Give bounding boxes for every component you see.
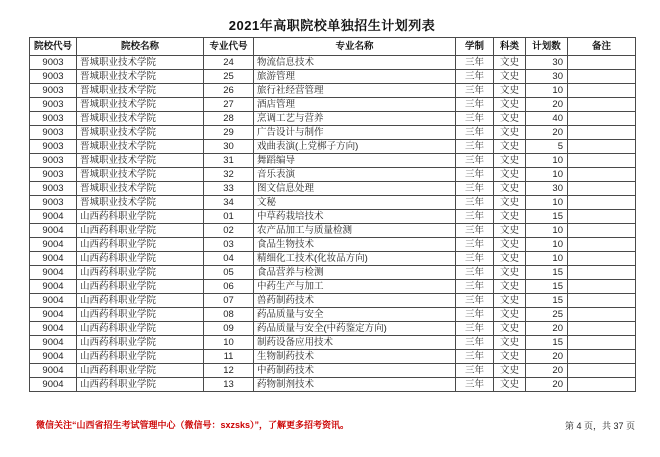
cell-major-name: 音乐表演 — [254, 168, 456, 182]
cell-remarks — [568, 168, 636, 182]
cell-major-code: 11 — [204, 350, 254, 364]
cell-college-name: 山西药科职业学院 — [77, 252, 204, 266]
cell-duration: 三年 — [456, 56, 494, 70]
cell-college-code: 9004 — [30, 364, 77, 378]
cell-major-code: 12 — [204, 364, 254, 378]
cell-college-name: 晋城职业技术学院 — [77, 154, 204, 168]
cell-remarks — [568, 378, 636, 392]
cell-duration: 三年 — [456, 294, 494, 308]
cell-plan-count: 10 — [526, 196, 568, 210]
cell-duration: 三年 — [456, 154, 494, 168]
cell-plan-count: 20 — [526, 322, 568, 336]
cell-subject-type: 文史 — [494, 224, 526, 238]
cell-major-name: 中草药栽培技术 — [254, 210, 456, 224]
column-header-major-code: 专业代号 — [204, 38, 254, 56]
cell-plan-count: 40 — [526, 112, 568, 126]
table-body — [30, 56, 636, 392]
cell-subject-type: 文史 — [494, 70, 526, 84]
enrollment-plan-table — [29, 37, 636, 392]
cell-plan-count: 20 — [526, 98, 568, 112]
column-header-duration: 学制 — [456, 38, 494, 56]
cell-subject-type: 文史 — [494, 140, 526, 154]
cell-major-code: 34 — [204, 196, 254, 210]
table-row — [30, 98, 636, 112]
table-row — [30, 252, 636, 266]
cell-plan-count: 10 — [526, 238, 568, 252]
cell-college-code: 9003 — [30, 112, 77, 126]
table-row — [30, 238, 636, 252]
cell-major-name: 旅行社经营管理 — [254, 84, 456, 98]
cell-college-code: 9004 — [30, 238, 77, 252]
cell-college-name: 山西药科职业学院 — [77, 238, 204, 252]
column-header-remarks: 备注 — [568, 38, 636, 56]
cell-plan-count: 30 — [526, 182, 568, 196]
table-row — [30, 378, 636, 392]
cell-major-code: 27 — [204, 98, 254, 112]
cell-college-code: 9003 — [30, 56, 77, 70]
cell-major-code: 25 — [204, 70, 254, 84]
page-title: 2021年高职院校单独招生计划列表 — [228, 18, 436, 33]
table-row — [30, 210, 636, 224]
cell-major-code: 32 — [204, 168, 254, 182]
cell-plan-count: 15 — [526, 280, 568, 294]
cell-duration: 三年 — [456, 196, 494, 210]
cell-major-name: 兽药制药技术 — [254, 294, 456, 308]
cell-college-name: 山西药科职业学院 — [77, 210, 204, 224]
cell-plan-count: 10 — [526, 84, 568, 98]
cell-duration: 三年 — [456, 308, 494, 322]
cell-major-code: 30 — [204, 140, 254, 154]
cell-remarks — [568, 252, 636, 266]
cell-major-code: 13 — [204, 378, 254, 392]
cell-college-name: 山西药科职业学院 — [77, 378, 204, 392]
cell-college-name: 晋城职业技术学院 — [77, 182, 204, 196]
table-row — [30, 294, 636, 308]
cell-remarks — [568, 196, 636, 210]
table-row — [30, 364, 636, 378]
cell-duration: 三年 — [456, 98, 494, 112]
cell-subject-type: 文史 — [494, 364, 526, 378]
cell-duration: 三年 — [456, 70, 494, 84]
cell-major-code: 26 — [204, 84, 254, 98]
cell-subject-type: 文史 — [494, 308, 526, 322]
cell-college-code: 9004 — [30, 252, 77, 266]
cell-major-name: 烹调工艺与营养 — [254, 112, 456, 126]
cell-major-name: 酒店管理 — [254, 98, 456, 112]
cell-plan-count: 15 — [526, 336, 568, 350]
cell-major-name: 物流信息技术 — [254, 56, 456, 70]
cell-duration: 三年 — [456, 378, 494, 392]
cell-remarks — [568, 182, 636, 196]
cell-college-name: 晋城职业技术学院 — [77, 70, 204, 84]
cell-college-name: 晋城职业技术学院 — [77, 168, 204, 182]
cell-major-name: 中药生产与加工 — [254, 280, 456, 294]
cell-major-code: 01 — [204, 210, 254, 224]
table-row — [30, 168, 636, 182]
table-row — [30, 196, 636, 210]
cell-plan-count: 30 — [526, 70, 568, 84]
cell-major-name: 制药设备应用技术 — [254, 336, 456, 350]
table-row — [30, 56, 636, 70]
wechat-notice: 微信关注“山西省招生考试管理中心（微信号：sxzsks）”，了解更多招考资讯。 — [36, 420, 350, 430]
cell-plan-count: 20 — [526, 364, 568, 378]
cell-major-code: 31 — [204, 154, 254, 168]
cell-major-code: 10 — [204, 336, 254, 350]
table-row — [30, 84, 636, 98]
cell-college-name: 山西药科职业学院 — [77, 308, 204, 322]
cell-remarks — [568, 126, 636, 140]
cell-subject-type: 文史 — [494, 126, 526, 140]
cell-college-name: 山西药科职业学院 — [77, 336, 204, 350]
cell-subject-type: 文史 — [494, 98, 526, 112]
cell-remarks — [568, 140, 636, 154]
cell-subject-type: 文史 — [494, 378, 526, 392]
cell-college-code: 9004 — [30, 350, 77, 364]
cell-remarks — [568, 336, 636, 350]
cell-subject-type: 文史 — [494, 182, 526, 196]
cell-college-code: 9003 — [30, 182, 77, 196]
cell-major-code: 33 — [204, 182, 254, 196]
cell-major-name: 生物制药技术 — [254, 350, 456, 364]
cell-remarks — [568, 70, 636, 84]
cell-college-name: 晋城职业技术学院 — [77, 84, 204, 98]
cell-duration: 三年 — [456, 84, 494, 98]
cell-subject-type: 文史 — [494, 210, 526, 224]
cell-duration: 三年 — [456, 238, 494, 252]
cell-subject-type: 文史 — [494, 336, 526, 350]
cell-major-name: 旅游管理 — [254, 70, 456, 84]
cell-major-name: 精细化工技术(化妆品方向) — [254, 252, 456, 266]
cell-major-code: 02 — [204, 224, 254, 238]
cell-remarks — [568, 112, 636, 126]
cell-college-name: 山西药科职业学院 — [77, 294, 204, 308]
cell-subject-type: 文史 — [494, 350, 526, 364]
cell-major-code: 04 — [204, 252, 254, 266]
table-header-row — [30, 38, 636, 56]
column-header-college-code: 院校代号 — [30, 38, 77, 56]
cell-college-name: 晋城职业技术学院 — [77, 140, 204, 154]
cell-remarks — [568, 56, 636, 70]
cell-remarks — [568, 280, 636, 294]
table-row — [30, 154, 636, 168]
cell-major-name: 药品质量与安全 — [254, 308, 456, 322]
cell-subject-type: 文史 — [494, 112, 526, 126]
cell-remarks — [568, 210, 636, 224]
cell-major-code: 06 — [204, 280, 254, 294]
cell-duration: 三年 — [456, 350, 494, 364]
table-row — [30, 140, 636, 154]
cell-duration: 三年 — [456, 322, 494, 336]
cell-major-code: 03 — [204, 238, 254, 252]
cell-college-code: 9004 — [30, 322, 77, 336]
cell-duration: 三年 — [456, 210, 494, 224]
cell-college-code: 9003 — [30, 196, 77, 210]
cell-college-code: 9004 — [30, 378, 77, 392]
table-row — [30, 266, 636, 280]
cell-subject-type: 文史 — [494, 168, 526, 182]
cell-remarks — [568, 154, 636, 168]
cell-subject-type: 文史 — [494, 294, 526, 308]
cell-major-code: 09 — [204, 322, 254, 336]
cell-subject-type: 文史 — [494, 238, 526, 252]
cell-college-code: 9003 — [30, 98, 77, 112]
cell-plan-count: 15 — [526, 266, 568, 280]
cell-college-name: 晋城职业技术学院 — [77, 112, 204, 126]
table-row — [30, 126, 636, 140]
cell-college-code: 9003 — [30, 140, 77, 154]
table-row — [30, 112, 636, 126]
cell-subject-type: 文史 — [494, 280, 526, 294]
cell-college-code: 9004 — [30, 294, 77, 308]
cell-subject-type: 文史 — [494, 266, 526, 280]
cell-remarks — [568, 308, 636, 322]
cell-subject-type: 文史 — [494, 322, 526, 336]
cell-plan-count: 15 — [526, 294, 568, 308]
cell-college-name: 晋城职业技术学院 — [77, 98, 204, 112]
cell-college-name: 晋城职业技术学院 — [77, 56, 204, 70]
cell-college-code: 9004 — [30, 224, 77, 238]
cell-college-name: 山西药科职业学院 — [77, 280, 204, 294]
cell-remarks — [568, 238, 636, 252]
cell-duration: 三年 — [456, 112, 494, 126]
cell-major-name: 舞蹈编导 — [254, 154, 456, 168]
cell-subject-type: 文史 — [494, 196, 526, 210]
cell-major-name: 食品营养与检测 — [254, 266, 456, 280]
cell-duration: 三年 — [456, 168, 494, 182]
cell-college-name: 山西药科职业学院 — [77, 364, 204, 378]
column-header-college-name: 院校名称 — [77, 38, 204, 56]
table-row — [30, 308, 636, 322]
cell-remarks — [568, 322, 636, 336]
cell-duration: 三年 — [456, 266, 494, 280]
cell-remarks — [568, 350, 636, 364]
cell-plan-count: 20 — [526, 350, 568, 364]
cell-college-name: 山西药科职业学院 — [77, 322, 204, 336]
cell-college-code: 9003 — [30, 154, 77, 168]
table-row — [30, 182, 636, 196]
cell-duration: 三年 — [456, 126, 494, 140]
cell-college-code: 9003 — [30, 70, 77, 84]
cell-major-name: 食品生物技术 — [254, 238, 456, 252]
cell-college-name: 晋城职业技术学院 — [77, 126, 204, 140]
table-row — [30, 224, 636, 238]
cell-major-code: 29 — [204, 126, 254, 140]
cell-college-code: 9003 — [30, 168, 77, 182]
cell-major-name: 文秘 — [254, 196, 456, 210]
table-row — [30, 70, 636, 84]
cell-plan-count: 25 — [526, 308, 568, 322]
cell-major-name: 广告设计与制作 — [254, 126, 456, 140]
cell-college-code: 9004 — [30, 336, 77, 350]
cell-plan-count: 10 — [526, 154, 568, 168]
cell-college-code: 9004 — [30, 280, 77, 294]
cell-subject-type: 文史 — [494, 84, 526, 98]
page-number-info: 第 4 页，共 37 页 — [564, 421, 635, 431]
column-header-major-name: 专业名称 — [254, 38, 456, 56]
cell-major-code: 05 — [204, 266, 254, 280]
cell-plan-count: 15 — [526, 210, 568, 224]
cell-duration: 三年 — [456, 280, 494, 294]
cell-major-name: 农产品加工与质量检测 — [254, 224, 456, 238]
cell-duration: 三年 — [456, 336, 494, 350]
cell-major-code: 07 — [204, 294, 254, 308]
cell-plan-count: 10 — [526, 224, 568, 238]
cell-major-code: 24 — [204, 56, 254, 70]
cell-subject-type: 文史 — [494, 154, 526, 168]
cell-duration: 三年 — [456, 224, 494, 238]
cell-remarks — [568, 224, 636, 238]
cell-duration: 三年 — [456, 182, 494, 196]
table-row — [30, 280, 636, 294]
cell-subject-type: 文史 — [494, 252, 526, 266]
cell-college-code: 9003 — [30, 84, 77, 98]
cell-duration: 三年 — [456, 140, 494, 154]
cell-duration: 三年 — [456, 252, 494, 266]
cell-major-code: 08 — [204, 308, 254, 322]
cell-major-name: 药品质量与安全(中药鉴定方向) — [254, 322, 456, 336]
cell-remarks — [568, 84, 636, 98]
table-row — [30, 350, 636, 364]
cell-plan-count: 20 — [526, 378, 568, 392]
cell-major-code: 28 — [204, 112, 254, 126]
cell-college-name: 山西药科职业学院 — [77, 224, 204, 238]
cell-plan-count: 10 — [526, 252, 568, 266]
column-header-plan-count: 计划数 — [526, 38, 568, 56]
cell-remarks — [568, 266, 636, 280]
cell-college-name: 晋城职业技术学院 — [77, 196, 204, 210]
cell-plan-count: 10 — [526, 168, 568, 182]
cell-major-name: 药物制剂技术 — [254, 378, 456, 392]
cell-major-name: 戏曲表演(上党梆子方向) — [254, 140, 456, 154]
cell-remarks — [568, 364, 636, 378]
cell-plan-count: 30 — [526, 56, 568, 70]
table-row — [30, 336, 636, 350]
cell-college-name: 山西药科职业学院 — [77, 266, 204, 280]
cell-plan-count: 20 — [526, 126, 568, 140]
table-row — [30, 322, 636, 336]
cell-college-code: 9003 — [30, 126, 77, 140]
cell-duration: 三年 — [456, 364, 494, 378]
cell-remarks — [568, 294, 636, 308]
cell-college-code: 9004 — [30, 308, 77, 322]
cell-major-name: 图文信息处理 — [254, 182, 456, 196]
cell-college-name: 山西药科职业学院 — [77, 350, 204, 364]
cell-college-code: 9004 — [30, 266, 77, 280]
cell-subject-type: 文史 — [494, 56, 526, 70]
cell-plan-count: 5 — [526, 140, 568, 154]
cell-remarks — [568, 98, 636, 112]
column-header-subject-type: 科类 — [494, 38, 526, 56]
cell-college-code: 9004 — [30, 210, 77, 224]
cell-major-name: 中药制药技术 — [254, 364, 456, 378]
